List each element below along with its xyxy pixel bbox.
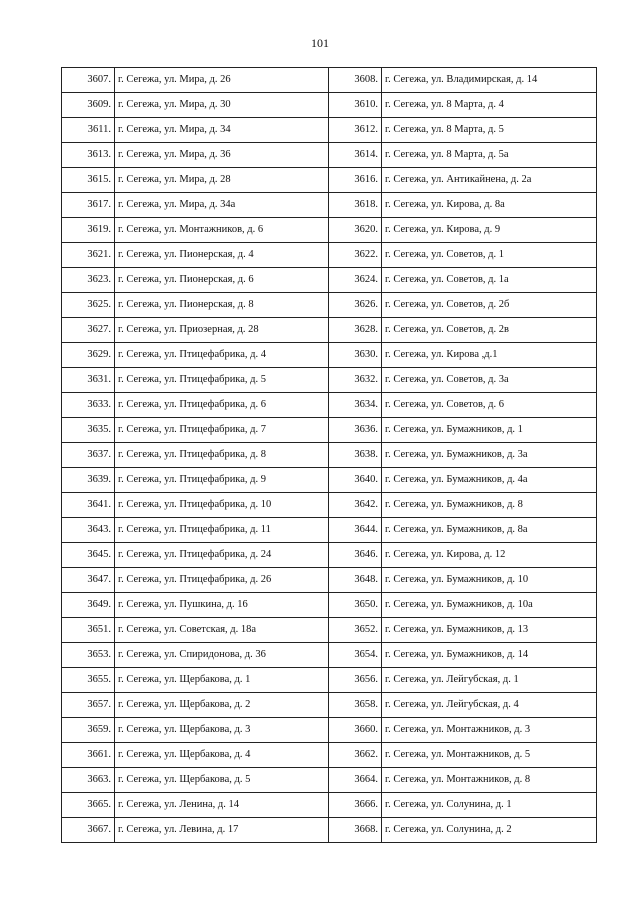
address-right: г. Сегежа, ул. Бумажников, д. 10а [382,593,597,618]
address-right: г. Сегежа, ул. 8 Марта, д. 5а [382,143,597,168]
row-number-left: 3617. [62,193,115,218]
address-left: г. Сегежа, ул. Щербакова, д. 3 [115,718,329,743]
row-number-left: 3667. [62,818,115,843]
row-number-right: 3622. [329,243,382,268]
row-number-right: 3614. [329,143,382,168]
table-row [62,593,597,618]
address-right: г. Сегежа, ул. Владимирская, д. 14 [382,68,597,93]
table-row [62,418,597,443]
table-row [62,168,597,193]
row-number-right: 3648. [329,568,382,593]
table-row [62,643,597,668]
address-left: г. Сегежа, ул. Мира, д. 26 [115,68,329,93]
row-number-left: 3629. [62,343,115,368]
address-right: г. Сегежа, ул. Монтажников, д. 5 [382,743,597,768]
address-left: г. Сегежа, ул. Мира, д. 28 [115,168,329,193]
address-right: г. Сегежа, ул. Бумажников, д. 14 [382,643,597,668]
address-table-body [62,68,597,843]
address-right: г. Сегежа, ул. Кирова, д. 9 [382,218,597,243]
address-left: г. Сегежа, ул. Щербакова, д. 2 [115,693,329,718]
address-left: г. Сегежа, ул. Птицефабрика, д. 9 [115,468,329,493]
address-right: г. Сегежа, ул. Бумажников, д. 10 [382,568,597,593]
row-number-left: 3627. [62,318,115,343]
row-number-right: 3650. [329,593,382,618]
address-right: г. Сегежа, ул. Кирова, д. 12 [382,543,597,568]
table-row [62,68,597,93]
row-number-left: 3661. [62,743,115,768]
row-number-left: 3615. [62,168,115,193]
address-left: г. Сегежа, ул. Мира, д. 34 [115,118,329,143]
row-number-left: 3655. [62,668,115,693]
row-number-left: 3649. [62,593,115,618]
row-number-right: 3644. [329,518,382,543]
table-row [62,468,597,493]
row-number-left: 3631. [62,368,115,393]
address-left: г. Сегежа, ул. Мира, д. 36 [115,143,329,168]
table-row [62,393,597,418]
address-left: г. Сегежа, ул. Птицефабрика, д. 5 [115,368,329,393]
address-right: г. Сегежа, ул. Солунина, д. 2 [382,818,597,843]
row-number-right: 3610. [329,93,382,118]
address-right: г. Сегежа, ул. Советов, д. 6 [382,393,597,418]
table-row [62,818,597,843]
row-number-left: 3621. [62,243,115,268]
row-number-left: 3653. [62,643,115,668]
row-number-right: 3656. [329,668,382,693]
table-row [62,143,597,168]
row-number-left: 3645. [62,543,115,568]
row-number-right: 3660. [329,718,382,743]
table-row [62,118,597,143]
row-number-left: 3609. [62,93,115,118]
address-table [61,67,597,843]
table-row [62,318,597,343]
row-number-right: 3624. [329,268,382,293]
table-row [62,518,597,543]
row-number-left: 3663. [62,768,115,793]
address-right: г. Сегежа, ул. 8 Марта, д. 4 [382,93,597,118]
row-number-right: 3630. [329,343,382,368]
address-left: г. Сегежа, ул. Пионерская, д. 6 [115,268,329,293]
address-left: г. Сегежа, ул. Пионерская, д. 4 [115,243,329,268]
row-number-left: 3639. [62,468,115,493]
address-left: г. Сегежа, ул. Птицефабрика, д. 7 [115,418,329,443]
row-number-right: 3634. [329,393,382,418]
address-right: г. Сегежа, ул. Бумажников, д. 3а [382,443,597,468]
table-row [62,693,597,718]
address-right: г. Сегежа, ул. 8 Марта, д. 5 [382,118,597,143]
address-left: г. Сегежа, ул. Пушкина, д. 16 [115,593,329,618]
address-right: г. Сегежа, ул. Советов, д. 2б [382,293,597,318]
table-row [62,618,597,643]
table-row [62,493,597,518]
address-right: г. Сегежа, ул. Бумажников, д. 13 [382,618,597,643]
row-number-left: 3623. [62,268,115,293]
row-number-right: 3658. [329,693,382,718]
row-number-right: 3628. [329,318,382,343]
table-row [62,93,597,118]
table-row [62,243,597,268]
table-row [62,268,597,293]
address-right: г. Сегежа, ул. Бумажников, д. 1 [382,418,597,443]
address-right: г. Сегежа, ул. Кирова, д. 8а [382,193,597,218]
address-left: г. Сегежа, ул. Птицефабрика, д. 10 [115,493,329,518]
row-number-right: 3668. [329,818,382,843]
address-left: г. Сегежа, ул. Щербакова, д. 5 [115,768,329,793]
row-number-right: 3640. [329,468,382,493]
address-left: г. Сегежа, ул. Птицефабрика, д. 8 [115,443,329,468]
row-number-right: 3666. [329,793,382,818]
address-left: г. Сегежа, ул. Советская, д. 18а [115,618,329,643]
row-number-left: 3657. [62,693,115,718]
row-number-left: 3619. [62,218,115,243]
address-left: г. Сегежа, ул. Щербакова, д. 1 [115,668,329,693]
table-row [62,668,597,693]
table-row [62,368,597,393]
address-right: г. Сегежа, ул. Бумажников, д. 4а [382,468,597,493]
address-left: г. Сегежа, ул. Птицефабрика, д. 11 [115,518,329,543]
table-row [62,793,597,818]
address-left: г. Сегежа, ул. Спиридонова, д. 36 [115,643,329,668]
row-number-right: 3608. [329,68,382,93]
row-number-left: 3607. [62,68,115,93]
row-number-right: 3638. [329,443,382,468]
address-left: г. Сегежа, ул. Птицефабрика, д. 6 [115,393,329,418]
row-number-left: 3665. [62,793,115,818]
address-left: г. Сегежа, ул. Пионерская, д. 8 [115,293,329,318]
address-right: г. Сегежа, ул. Советов, д. 1а [382,268,597,293]
table-row [62,718,597,743]
row-number-left: 3643. [62,518,115,543]
row-number-left: 3625. [62,293,115,318]
row-number-left: 3613. [62,143,115,168]
address-left: г. Сегежа, ул. Приозерная, д. 28 [115,318,329,343]
address-right: г. Сегежа, ул. Лейгубская, д. 4 [382,693,597,718]
row-number-left: 3641. [62,493,115,518]
row-number-left: 3647. [62,568,115,593]
address-left: г. Сегежа, ул. Мира, д. 34а [115,193,329,218]
address-right: г. Сегежа, ул. Монтажников, д. 8 [382,768,597,793]
address-right: г. Сегежа, ул. Советов, д. 2в [382,318,597,343]
address-right: г. Сегежа, ул. Советов, д. 1 [382,243,597,268]
row-number-right: 3612. [329,118,382,143]
page-number: 101 [311,36,329,50]
row-number-right: 3646. [329,543,382,568]
row-number-left: 3633. [62,393,115,418]
row-number-right: 3652. [329,618,382,643]
table-row [62,293,597,318]
row-number-left: 3611. [62,118,115,143]
table-row [62,193,597,218]
address-right: г. Сегежа, ул. Солунина, д. 1 [382,793,597,818]
row-number-right: 3618. [329,193,382,218]
address-left: г. Сегежа, ул. Монтажников, д. 6 [115,218,329,243]
table-row [62,568,597,593]
address-left: г. Сегежа, ул. Щербакова, д. 4 [115,743,329,768]
row-number-right: 3616. [329,168,382,193]
row-number-right: 3662. [329,743,382,768]
table-row [62,743,597,768]
row-number-left: 3659. [62,718,115,743]
address-left: г. Сегежа, ул. Мира, д. 30 [115,93,329,118]
address-left: г. Сегежа, ул. Птицефабрика, д. 4 [115,343,329,368]
table-row [62,543,597,568]
address-right: г. Сегежа, ул. Бумажников, д. 8а [382,518,597,543]
address-right: г. Сегежа, ул. Советов, д. 3а [382,368,597,393]
table-row [62,343,597,368]
address-right: г. Сегежа, ул. Кирова ,д.1 [382,343,597,368]
table-row [62,443,597,468]
address-left: г. Сегежа, ул. Левина, д. 17 [115,818,329,843]
address-left: г. Сегежа, ул. Птицефабрика, д. 26 [115,568,329,593]
table-row [62,768,597,793]
address-left: г. Сегежа, ул. Ленина, д. 14 [115,793,329,818]
address-left: г. Сегежа, ул. Птицефабрика, д. 24 [115,543,329,568]
table-row [62,218,597,243]
row-number-right: 3620. [329,218,382,243]
row-number-right: 3642. [329,493,382,518]
address-right: г. Сегежа, ул. Бумажников, д. 8 [382,493,597,518]
row-number-right: 3664. [329,768,382,793]
row-number-left: 3635. [62,418,115,443]
row-number-left: 3637. [62,443,115,468]
row-number-right: 3632. [329,368,382,393]
row-number-right: 3654. [329,643,382,668]
row-number-right: 3626. [329,293,382,318]
address-right: г. Сегежа, ул. Антикайнена, д. 2а [382,168,597,193]
row-number-right: 3636. [329,418,382,443]
row-number-left: 3651. [62,618,115,643]
address-right: г. Сегежа, ул. Лейгубская, д. 1 [382,668,597,693]
address-right: г. Сегежа, ул. Монтажников, д. 3 [382,718,597,743]
